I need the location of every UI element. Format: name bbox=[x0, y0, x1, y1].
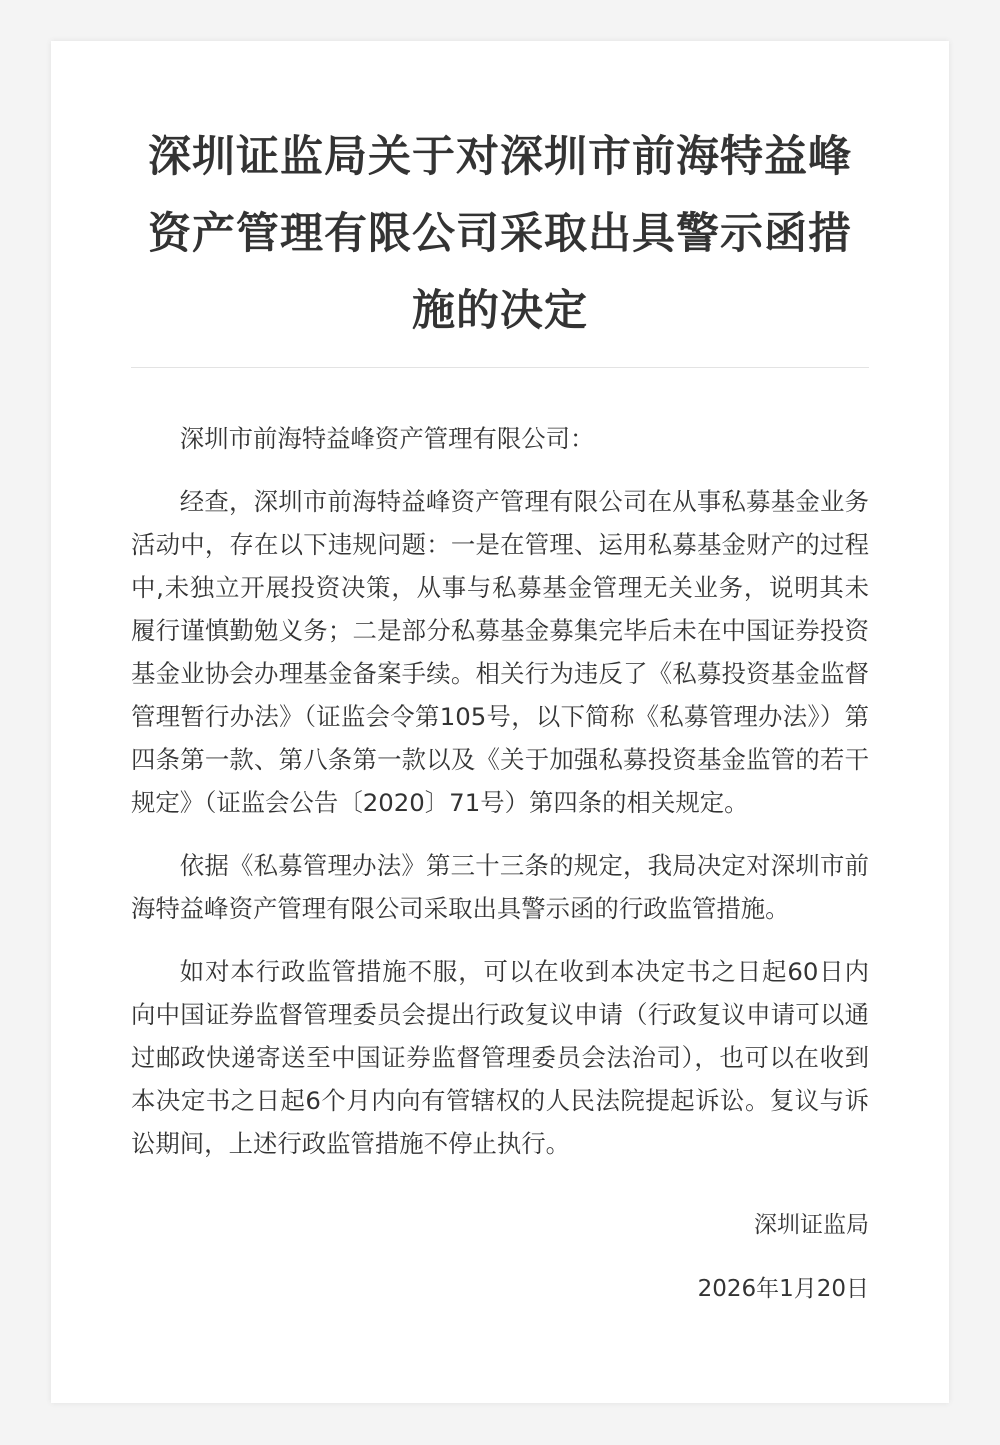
salutation: 深圳市前海特益峰资产管理有限公司： bbox=[179, 424, 595, 453]
issuer-signature: 深圳证监局 bbox=[754, 1212, 869, 1238]
document-body bbox=[131, 417, 869, 1165]
document-content bbox=[131, 119, 869, 1311]
issue-date: 2026年1月20日 bbox=[697, 1276, 869, 1302]
document-title: 深圳证监局关于对深圳市前海特益峰资产管理有限公司采取出具警示函措施的决定 bbox=[148, 132, 852, 336]
document-card bbox=[51, 41, 949, 1403]
title-divider bbox=[131, 367, 869, 368]
paragraph-findings: 经查，深圳市前海特益峰资产管理有限公司在从事私募基金业务活动中，存在以下违规问题：一是在管理、运用私募基金财产的过程中,未独立开展投资决策，从事与私募基金管理无关业务，说明其未履行谨慎勤勉义务；二是部分私募基金募集完毕后未在中国证券投资基金业协会办理基金备案手续。相关行为违反了《私募投资基金监督管理暂行办法》（证监会令第105号，以下简称《私募管理办法》）第四条第一款、第八条第一款以及《关于加强私募投资基金监管的若干规定》（证监会公告〔2020〕71号）第四条的相关规定。 bbox=[131, 487, 869, 817]
paragraph-appeal: 如对本行政监管措施不服，可以在收到本决定书之日起60日内向中国证券监督管理委员会提出行政复议申请（行政复议申请可以通过邮政快递寄送至中国证券监督管理委员会法治司），也可以在收到本决定书之日起6个月内向有管辖权的人民法院提起诉讼。复议与诉讼期间，上述行政监管措施不停止执行。 bbox=[131, 957, 869, 1158]
paragraph-decision: 依据《私募管理办法》第三十三条的规定，我局决定对深圳市前海特益峰资产管理有限公司采取出具警示函的行政监管措施。 bbox=[131, 851, 869, 923]
